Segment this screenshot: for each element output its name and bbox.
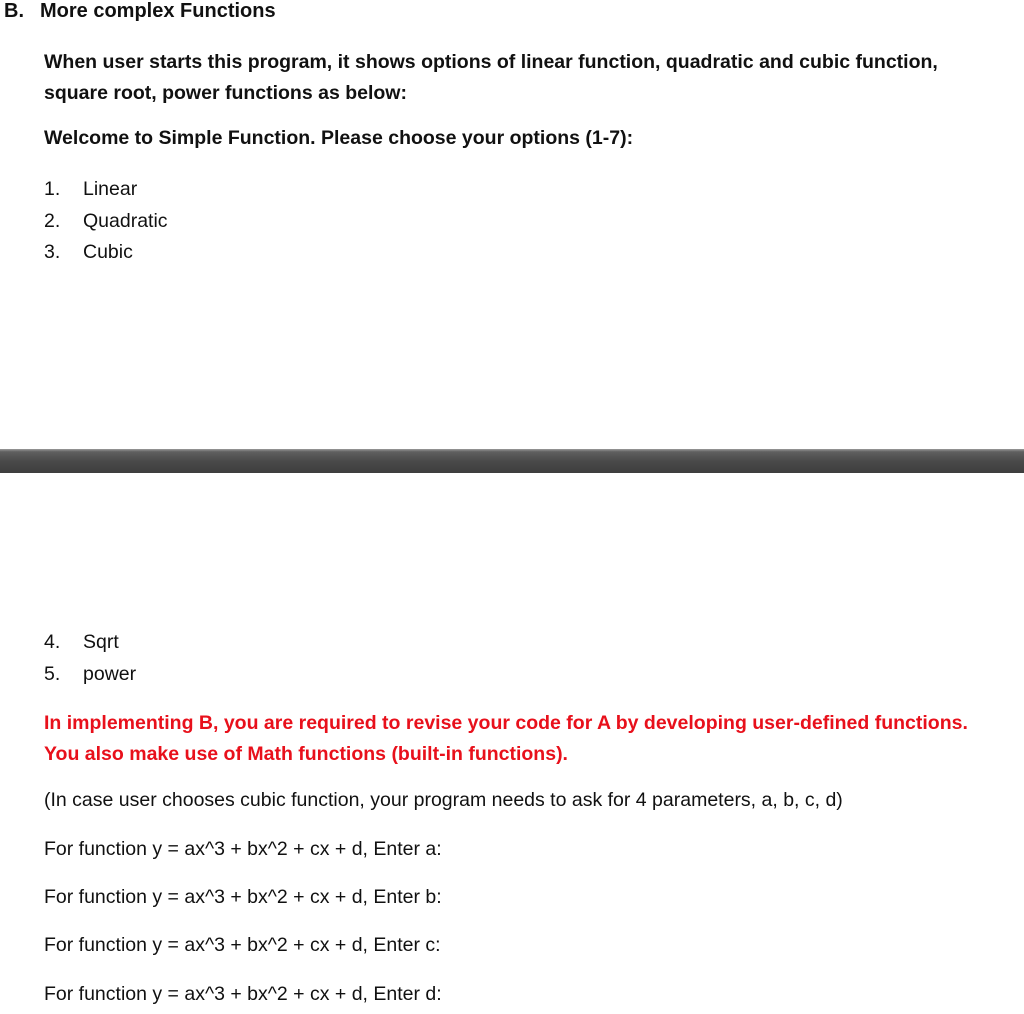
requirement-notice (44, 708, 968, 770)
option-number: 4. (44, 631, 61, 653)
intro-line-1: When user starts this program, it shows options of linear function, quadratic and cubic function, (44, 51, 938, 73)
options-list-top (44, 174, 168, 269)
list-item (44, 237, 168, 269)
option-number: 5. (44, 662, 61, 685)
option-label: Sqrt (83, 631, 119, 653)
section-title: More complex Functions (40, 0, 276, 22)
prompt-enter-d: For function y = ax^3 + bx^2 + cx + d, Enter d: (44, 983, 442, 1005)
notice-line-2: You also make use of Math functions (built-in functions). (44, 743, 568, 765)
notice-line-1: In implementing B, you are required to revise your code for A by developing user-defined functions. (44, 712, 968, 734)
list-item (44, 627, 136, 659)
prompt-enter-b: For function y = ax^3 + bx^2 + cx + d, Enter b: (44, 886, 442, 908)
section-heading (4, 0, 276, 23)
welcome-message: Welcome to Simple Function. Please choose your options (1-7): (44, 127, 634, 149)
option-label: power (83, 662, 137, 685)
list-item (44, 206, 168, 238)
options-list-bottom (44, 627, 136, 690)
option-label: Cubic (83, 241, 133, 263)
option-number: 1. (44, 178, 61, 200)
option-label: Quadratic (83, 209, 168, 232)
prompt-enter-a: For function y = ax^3 + bx^2 + cx + d, Enter a: (44, 838, 442, 860)
section-label: B. (4, 0, 24, 22)
option-label: Linear (83, 178, 138, 200)
option-number: 2. (44, 209, 61, 232)
intro-line-2: square root, power functions as below: (44, 82, 407, 104)
cubic-note: (In case user chooses cubic function, your program needs to ask for 4 parameters, a, b, c, d) (44, 789, 843, 811)
option-number: 3. (44, 241, 61, 263)
list-item (44, 659, 136, 691)
prompt-enter-c: For function y = ax^3 + bx^2 + cx + d, Enter c: (44, 934, 441, 956)
page-divider (0, 449, 1024, 473)
list-item (44, 174, 168, 206)
intro-paragraph (44, 47, 938, 109)
